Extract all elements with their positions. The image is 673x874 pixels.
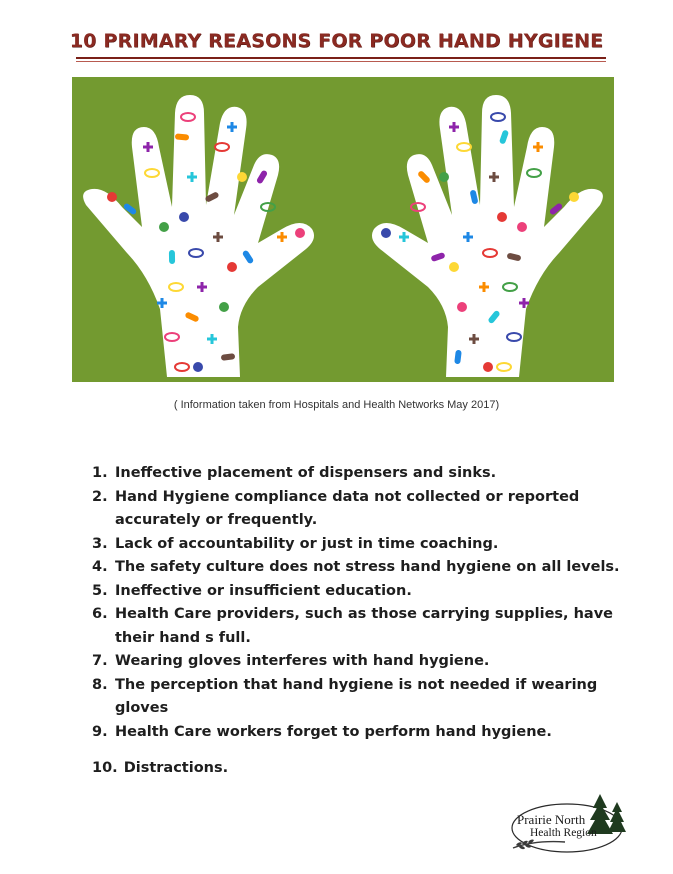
list-item — [92, 580, 632, 604]
item-number: 4. — [92, 559, 108, 575]
item-text: Hand Hygiene compliance data not collected or reported accurately or frequently. — [115, 488, 580, 528]
source-caption: ( Information taken from Hospitals and Health Networks May 2017) — [173, 399, 500, 411]
list-item — [92, 533, 632, 557]
germ-shape — [295, 228, 305, 238]
item-number: 5. — [92, 582, 108, 599]
list-item — [92, 603, 632, 650]
germ-shape — [219, 302, 229, 312]
germ-shape — [237, 172, 247, 182]
germ-shape — [193, 362, 203, 372]
list-item — [92, 721, 632, 745]
item-text: Health Care providers, such as those carrying supplies, have their hand s full. — [115, 606, 613, 646]
page-title: 10 PRIMARY REASONS FOR POOR HAND HYGIENE — [69, 30, 604, 52]
title-divider — [76, 57, 606, 59]
germ-shape — [483, 362, 493, 372]
item-text: Distractions. — [123, 760, 229, 776]
list-item — [92, 650, 632, 674]
germ-shape — [497, 212, 507, 222]
germ-shape — [439, 172, 449, 182]
germ-shape — [227, 262, 237, 272]
hands-germs-illustration — [72, 77, 614, 382]
germ-shape — [517, 222, 527, 232]
logo-text-line2: Health Region — [530, 827, 597, 839]
germ-shape — [107, 192, 117, 202]
item-number: 9. — [92, 723, 108, 740]
list-item — [92, 486, 632, 533]
item-number: 7. — [92, 653, 108, 669]
list-item — [92, 556, 632, 580]
item-text: Health Care workers forget to perform hand hygiene. — [115, 723, 552, 740]
item-number: 1. — [92, 465, 108, 481]
list-item — [92, 757, 632, 781]
list-item — [92, 462, 632, 486]
item-number: 3. — [92, 535, 108, 552]
reasons-list — [92, 462, 632, 781]
item-text: Lack of accountability or just in time coaching. — [115, 535, 499, 552]
item-number: 6. — [92, 606, 108, 622]
prairie-north-logo — [505, 790, 635, 860]
item-number: 2. — [92, 488, 108, 505]
item-number: 8. — [92, 676, 108, 693]
item-text: Ineffective or insufficient education. — [115, 582, 412, 599]
logo-text-line1: Prairie North — [517, 812, 586, 827]
item-number: 10. — [92, 760, 118, 776]
germ-shape — [381, 228, 391, 238]
item-text: Ineffective placement of dispensers and sinks. — [115, 465, 497, 481]
hands-germs-svg — [72, 77, 614, 382]
germ-shape — [569, 192, 579, 202]
germ-shape — [457, 302, 467, 312]
item-text: The perception that hand hygiene is not needed if wearing gloves — [115, 676, 598, 716]
germ-shape — [159, 222, 169, 232]
tree-icon — [608, 802, 626, 832]
list-item — [92, 674, 632, 721]
item-text: Wearing gloves interferes with hand hygiene. — [115, 653, 490, 669]
item-text: The safety culture does not stress hand hygiene on all levels. — [115, 559, 620, 575]
germ-shape — [179, 212, 189, 222]
title-divider-thin — [76, 61, 606, 62]
germ-shape — [169, 250, 175, 264]
germ-shape — [449, 262, 459, 272]
